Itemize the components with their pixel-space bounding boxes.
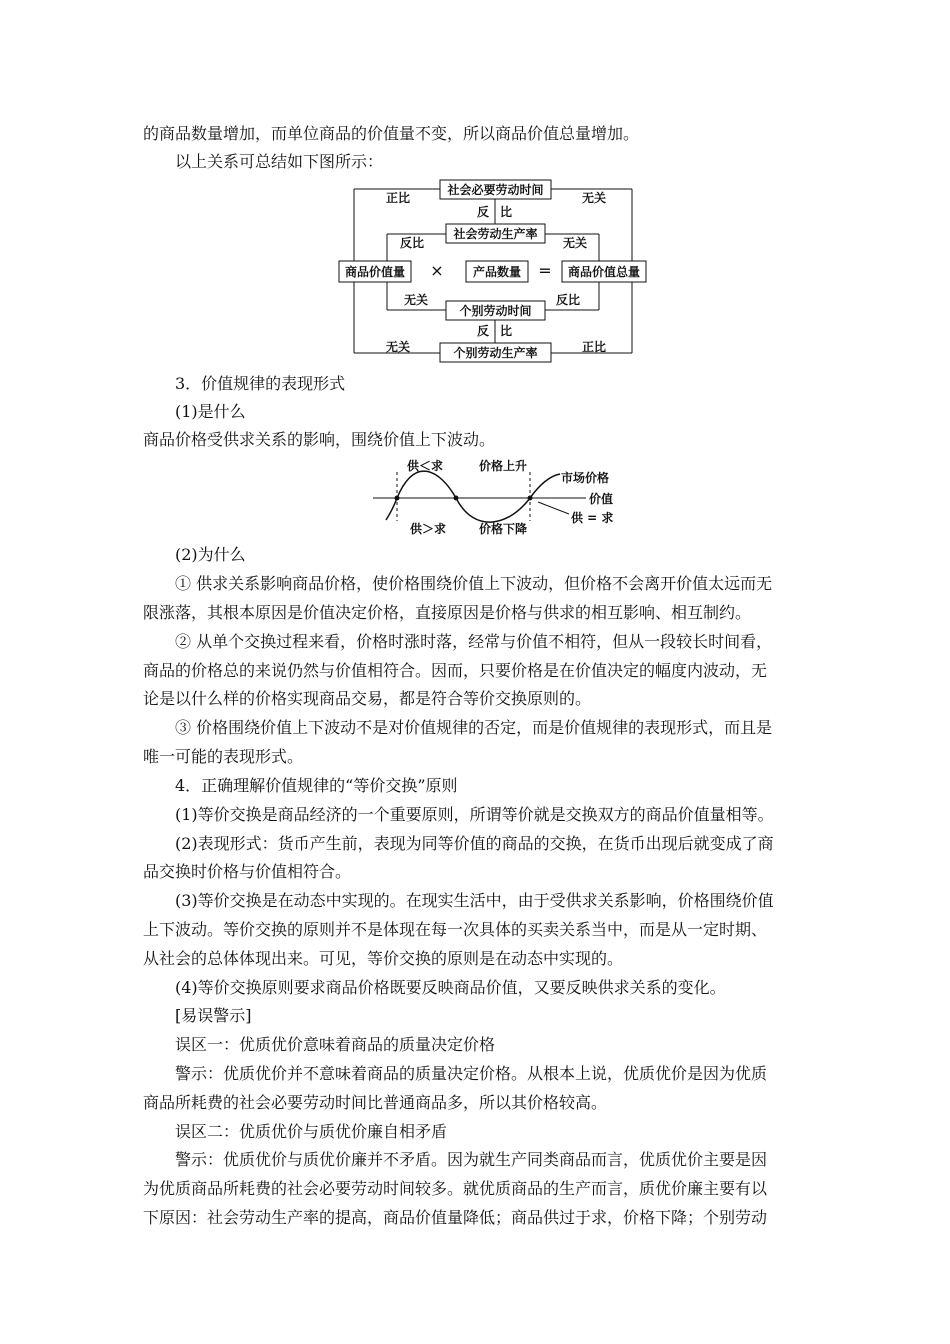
label-value: 价值 bbox=[589, 492, 614, 506]
text-line: 限涨落，其根本原因是价值决定价格，直接原因是价格与供求的相互影响、相互制约。 bbox=[143, 603, 752, 622]
label-supply-equal: 供 = 求 bbox=[571, 511, 614, 525]
text-line: 商品价格受供求关系的影响，围绕价值上下波动。 bbox=[143, 430, 496, 449]
text-line: 上下波动。等价交换的原则并不是体现在每一次具体的买卖关系当中，而是从一定时期、 bbox=[143, 920, 768, 939]
label-supply-more: 供＞求 bbox=[410, 522, 447, 536]
label-center-box: 产品数量 bbox=[472, 265, 522, 279]
label-supply-less: 供＜求 bbox=[407, 459, 444, 473]
text-line: 警示：优质优价与质优价廉并不矛盾。因为就生产同类商品而言，优质优价主要是因 bbox=[175, 1150, 768, 1169]
text-line: (3)等价交换是在动态中实现的。在现实生活中，由于受供求关系影响，价格围绕价值 bbox=[175, 891, 774, 910]
text-line: (1)是什么 bbox=[175, 402, 246, 421]
text-line: 唯一可能的表现形式。 bbox=[143, 747, 304, 766]
label-right-box: 商品价值总量 bbox=[567, 265, 641, 279]
times-sign: × bbox=[430, 261, 444, 280]
text-line: 的商品数量增加，而单位商品的价值量不变，所以商品价值总量增加。 bbox=[143, 124, 640, 143]
text-line: (2)为什么 bbox=[175, 545, 246, 564]
text-line: 品交换时价格与价值相符合。 bbox=[143, 862, 352, 881]
text-line: (4)等价交换原则要求商品价格既要反映商品价值，又要反映供求关系的变化。 bbox=[175, 978, 726, 997]
text-line: 误区二：优质优价与质优价廉自相矛盾 bbox=[175, 1122, 448, 1141]
relation-label: 比 bbox=[500, 205, 513, 219]
relation-label: 无关 bbox=[404, 293, 429, 307]
relation-label: 无关 bbox=[386, 340, 411, 354]
relation-label: 反比 bbox=[400, 236, 425, 250]
label-mid-top-box: 社会劳动生产率 bbox=[453, 227, 538, 241]
label-bottom-box: 个别劳动生产率 bbox=[453, 346, 538, 360]
text-line: 论是以什么样的价格实现商品交易，都是符合等价交换原则的。 bbox=[143, 689, 592, 708]
relation-label: 反比 bbox=[556, 293, 581, 307]
section-heading: 3．价值规律的表现形式 bbox=[175, 374, 346, 393]
relation-label: 正比 bbox=[582, 340, 607, 354]
text-line: 以上关系可总结如下图所示： bbox=[175, 152, 384, 171]
relation-label: 反 bbox=[477, 205, 490, 219]
relation-label: 正比 bbox=[386, 191, 411, 205]
relation-label: 无关 bbox=[582, 191, 607, 205]
text-line: ① 供求关系影响商品价格，使价格围绕价值上下波动，但价格不会离开价值太远而无 bbox=[175, 574, 773, 593]
label-left-box: 商品价值量 bbox=[344, 265, 406, 279]
text-line: 误区一：优质优价意味着商品的质量决定价格 bbox=[175, 1035, 496, 1054]
text-line: 商品所耗费的社会必要劳动时间比普通商品多，所以其价格较高。 bbox=[143, 1093, 608, 1112]
section-heading: [易误警示] bbox=[175, 1006, 252, 1025]
text-line: (2)表现形式：货币产生前，表现为同等价值的商品的交换，在货币出现后就变成了商 bbox=[175, 834, 774, 853]
label-price-up: 价格上升 bbox=[479, 459, 528, 473]
relation-label: 比 bbox=[500, 324, 513, 338]
text-line: ③ 价格围绕价值上下波动不是对价值规律的否定，而是价值规律的表现形式，而且是 bbox=[175, 718, 773, 737]
text-line: 从社会的总体体现出来。可见，等价交换的原则是在动态中实现的。 bbox=[143, 949, 624, 968]
text-line: (1)等价交换是商品经济的一个重要原则，所谓等价就是交换双方的商品价值量相等。 bbox=[175, 805, 774, 824]
relation-label: 反 bbox=[477, 324, 490, 338]
equals-sign: = bbox=[538, 261, 552, 280]
text-line: 下原因：社会劳动生产率的提高，商品价值量降低；商品供过于求，价格下降；个别劳动 bbox=[143, 1208, 768, 1227]
label-price-down: 价格下降 bbox=[479, 522, 528, 536]
text-line: ② 从单个交换过程来看，价格时涨时落，经常与价值不相符，但从一段较长时间看， bbox=[175, 632, 773, 651]
market-price-curve bbox=[386, 471, 560, 522]
section-heading: 4．正确理解价值规律的“等价交换”原则 bbox=[175, 776, 458, 795]
label-market-price: 市场价格 bbox=[561, 471, 610, 485]
text-line: 警示：优质优价并不意味着商品的质量决定价格。从根本上说，优质优价是因为优质 bbox=[175, 1064, 768, 1083]
label-top-box: 社会必要劳动时间 bbox=[447, 183, 544, 197]
text-line: 商品的价格总的来说仍然与价值相符合。因而，只要价格是在价值决定的幅度内波动，无 bbox=[143, 661, 768, 680]
text-line: 为优质商品所耗费的社会必要劳动时间较多。就优质商品的生产而言，质优价廉主要有以 bbox=[143, 1179, 768, 1198]
label-mid-bottom-box: 个别劳动时间 bbox=[459, 304, 532, 318]
relation-label: 无关 bbox=[563, 236, 588, 250]
